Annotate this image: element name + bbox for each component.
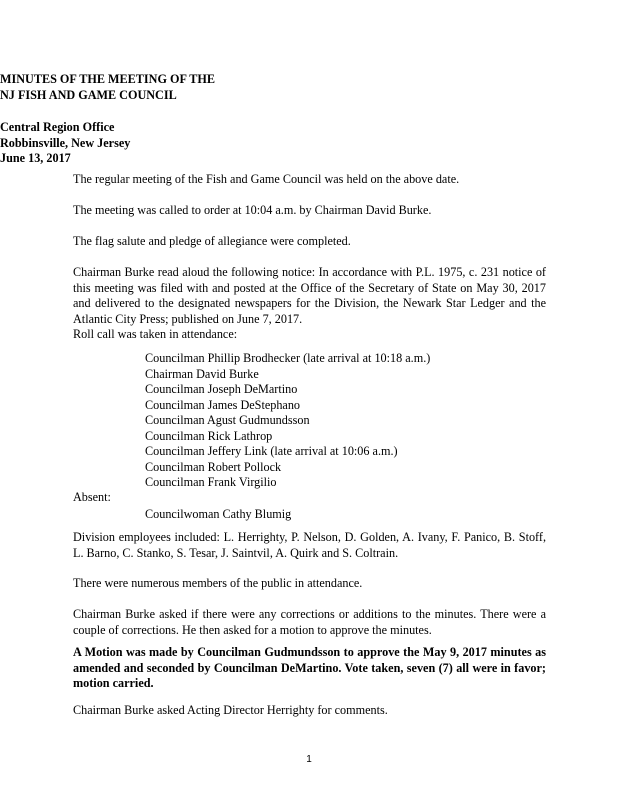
paragraph-flag-salute: The flag salute and pledge of allegiance were completed. <box>73 234 351 248</box>
paragraph-roll-call: Roll call was taken in attendance: <box>73 327 238 341</box>
office-location: Robbinsville, New Jersey <box>0 135 131 150</box>
paragraph-motion: A Motion was made by Councilman Gudmundsson to approve the May 9, 2017 minutes as amended and seconded by Councilman DeMartino. Vote taken, seven (7) all were in favor; motion carried. <box>73 645 546 690</box>
attendee-item: Councilman Joseph DeMartino <box>145 382 298 396</box>
absent-label: Absent: <box>73 490 111 504</box>
attendee-item: Councilman Frank Virgilio <box>145 475 277 489</box>
attendee-item: Councilman Agust Gudmundsson <box>145 413 310 427</box>
attendee-item: Councilman James DeStephano <box>145 397 301 412</box>
paragraph-called-to-order: The meeting was called to order at 10:04 a.m. by Chairman David Burke. <box>73 203 432 217</box>
meeting-location-block <box>0 120 618 167</box>
title-line-1: MINUTES OF THE MEETING OF THE <box>0 72 216 86</box>
attendee-item: Councilman Phillip Brodhecker (late arrival at 10:18 a.m.) <box>145 351 431 365</box>
paragraph-public-attendance: There were numerous members of the public in attendance. <box>73 576 363 590</box>
attendee-list <box>145 351 430 491</box>
paragraph-regular-meeting: The regular meeting of the Fish and Game Council was held on the above date. <box>73 172 460 186</box>
attendee-item: Councilman Rick Lathrop <box>145 428 273 443</box>
paragraph-notice: Chairman Burke read aloud the following notice: In accordance with P.L. 1975, c. 231 notice of this meeting was filed with and posted at the Office of the Secretary of State on May 30, 2017 and delivered to the designated newspapers for the Division, the Newark Star Ledger and the Atlantic City Press; published on June 7, 2017. <box>73 265 546 326</box>
paragraph-director-comments: Chairman Burke asked Acting Director Herrighty for comments. <box>73 703 388 717</box>
page-number: 1 <box>306 754 312 765</box>
title-line-2: NJ FISH AND GAME COUNCIL <box>0 87 177 102</box>
office-name: Central Region Office <box>0 120 115 134</box>
paragraph-corrections: Chairman Burke asked if there were any corrections or additions to the minutes. There were a couple of corrections. He then asked for a motion to approve the minutes. <box>73 607 546 637</box>
document-title <box>0 72 618 103</box>
absent-member: Councilwoman Cathy Blumig <box>145 507 292 521</box>
attendee-item: Chairman David Burke <box>145 366 259 381</box>
paragraph-division-employees: Division employees included: L. Herrighty, P. Nelson, D. Golden, A. Ivany, F. Panico, B. Stoff, L. Barno, C. Stanko, S. Tesar, J. Saintvil, A. Quirk and S. Coltrain. <box>73 530 546 560</box>
attendee-item: Councilman Robert Pollock <box>145 459 282 474</box>
meeting-date: June 13, 2017 <box>0 151 71 165</box>
attendee-item: Councilman Jeffery Link (late arrival at 10:06 a.m.) <box>145 444 398 458</box>
